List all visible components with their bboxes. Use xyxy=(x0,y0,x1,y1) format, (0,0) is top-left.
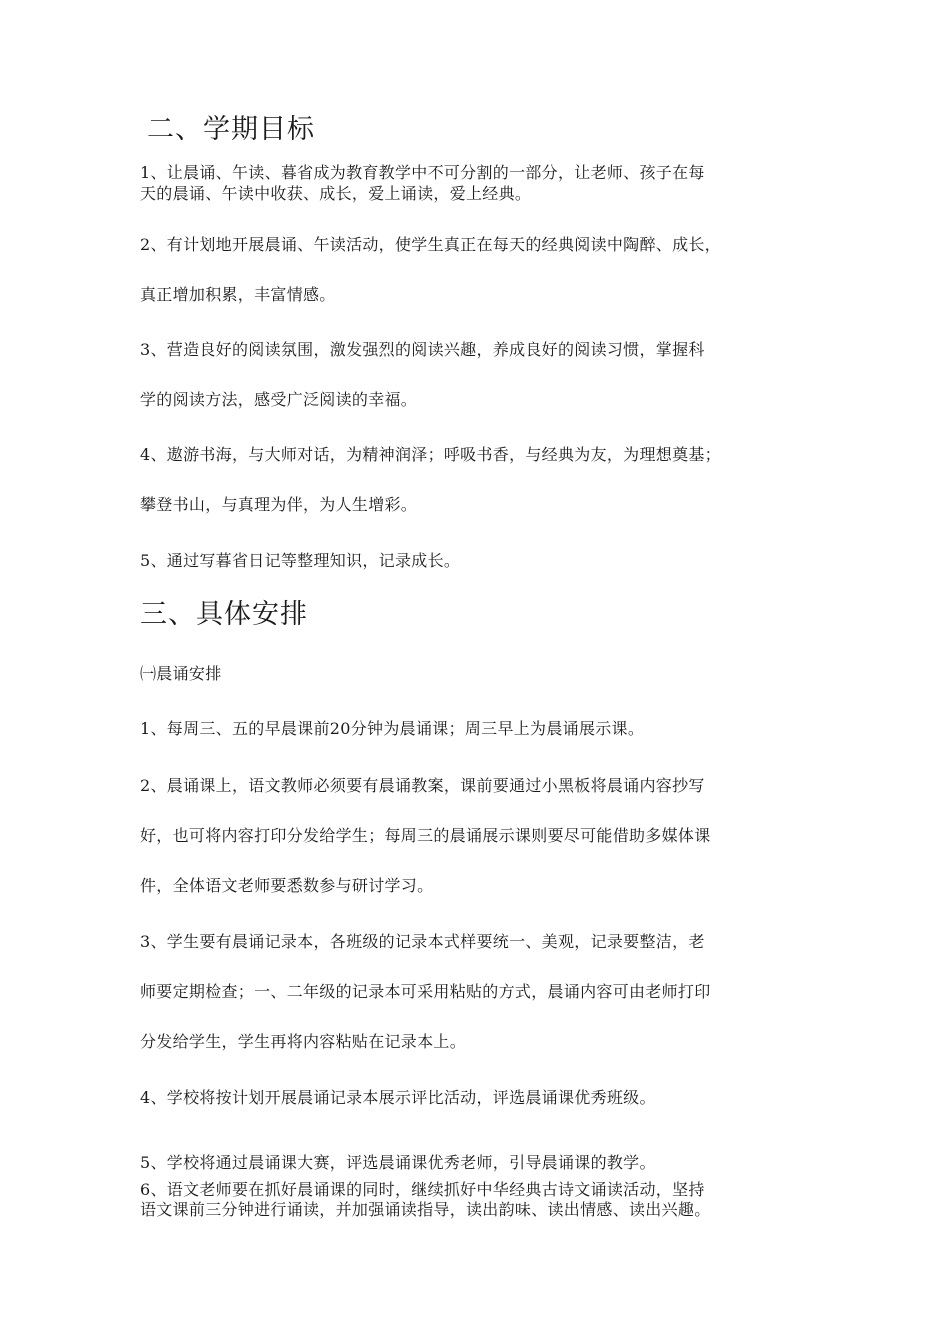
arrangement-4-line-1: 4、学校将按计划开展晨诵记录本展示评比活动，评选晨诵课优秀班级。 xyxy=(140,1088,656,1107)
section-heading-goals: 二、学期目标 xyxy=(147,114,315,145)
arrangement-2-line-3: 件，全体语文老师要悉数参与研讨学习。 xyxy=(140,876,434,895)
goal-5-line-1: 5、通过写暮省日记等整理知识，记录成长。 xyxy=(140,551,461,570)
goal-2-line-2: 真正增加积累，丰富情感。 xyxy=(140,285,336,304)
section-heading-arrangement: 三、具体安排 xyxy=(140,599,308,630)
arrangement-6-line-2: 语文课前三分钟进行诵读，并加强诵读指导，读出韵味、读出情感、读出兴趣。 xyxy=(140,1200,711,1219)
arrangement-3-line-3: 分发给学生，学生再将内容粘贴在记录本上。 xyxy=(140,1032,467,1051)
arrangement-1-line-1: 1、每周三、五的早晨课前20分钟为晨诵课；周三早上为晨诵展示课。 xyxy=(140,719,645,738)
arrangement-3-line-2: 师要定期检查；一、二年级的记录本可采用粘贴的方式，晨诵内容可由老师打印 xyxy=(140,982,711,1001)
arrangement-2-line-1: 2、晨诵课上，语文教师必须要有晨诵教案，课前要通过小黑板将晨诵内容抄写 xyxy=(140,776,705,795)
arrangement-2-line-2: 好，也可将内容打印分发给学生；每周三的晨诵展示课则要尽可能借助多媒体课 xyxy=(140,826,711,845)
goal-3-line-2: 学的阅读方法，感受广泛阅读的幸福。 xyxy=(140,390,418,409)
goal-4-line-2: 攀登书山，与真理为伴，为人生增彩。 xyxy=(140,495,418,514)
goal-1-line-2: 天的晨诵、午读中收获、成长，爱上诵读，爱上经典。 xyxy=(140,184,532,203)
goal-4-line-1: 4、遨游书海，与大师对话，为精神润泽；呼吸书香，与经典为友，为理想奠基； xyxy=(140,445,721,464)
arrangement-6-line-1: 6、语文老师要在抓好晨诵课的同时，继续抓好中华经典古诗文诵读活动，坚持 xyxy=(140,1180,705,1199)
goal-2-line-1: 2、有计划地开展晨诵、午读活动，使学生真正在每天的经典阅读中陶醉、成长， xyxy=(140,235,721,254)
arrangement-5-line-1: 5、学校将通过晨诵课大赛，评选晨诵课优秀老师，引导晨诵课的教学。 xyxy=(140,1153,656,1172)
goal-1-line-1: 1、让晨诵、午读、暮省成为教育教学中不可分割的一部分，让老师、孩子在每 xyxy=(140,163,705,182)
arrangement-3-line-1: 3、学生要有晨诵记录本，各班级的记录本式样要统一、美观，记录要整洁，老 xyxy=(140,932,705,951)
goal-3-line-1: 3、营造良好的阅读氛围，激发强烈的阅读兴趣，养成良好的阅读习惯，掌握科 xyxy=(140,340,705,359)
subheading-morning-recital: ㈠晨诵安排 xyxy=(140,664,222,683)
